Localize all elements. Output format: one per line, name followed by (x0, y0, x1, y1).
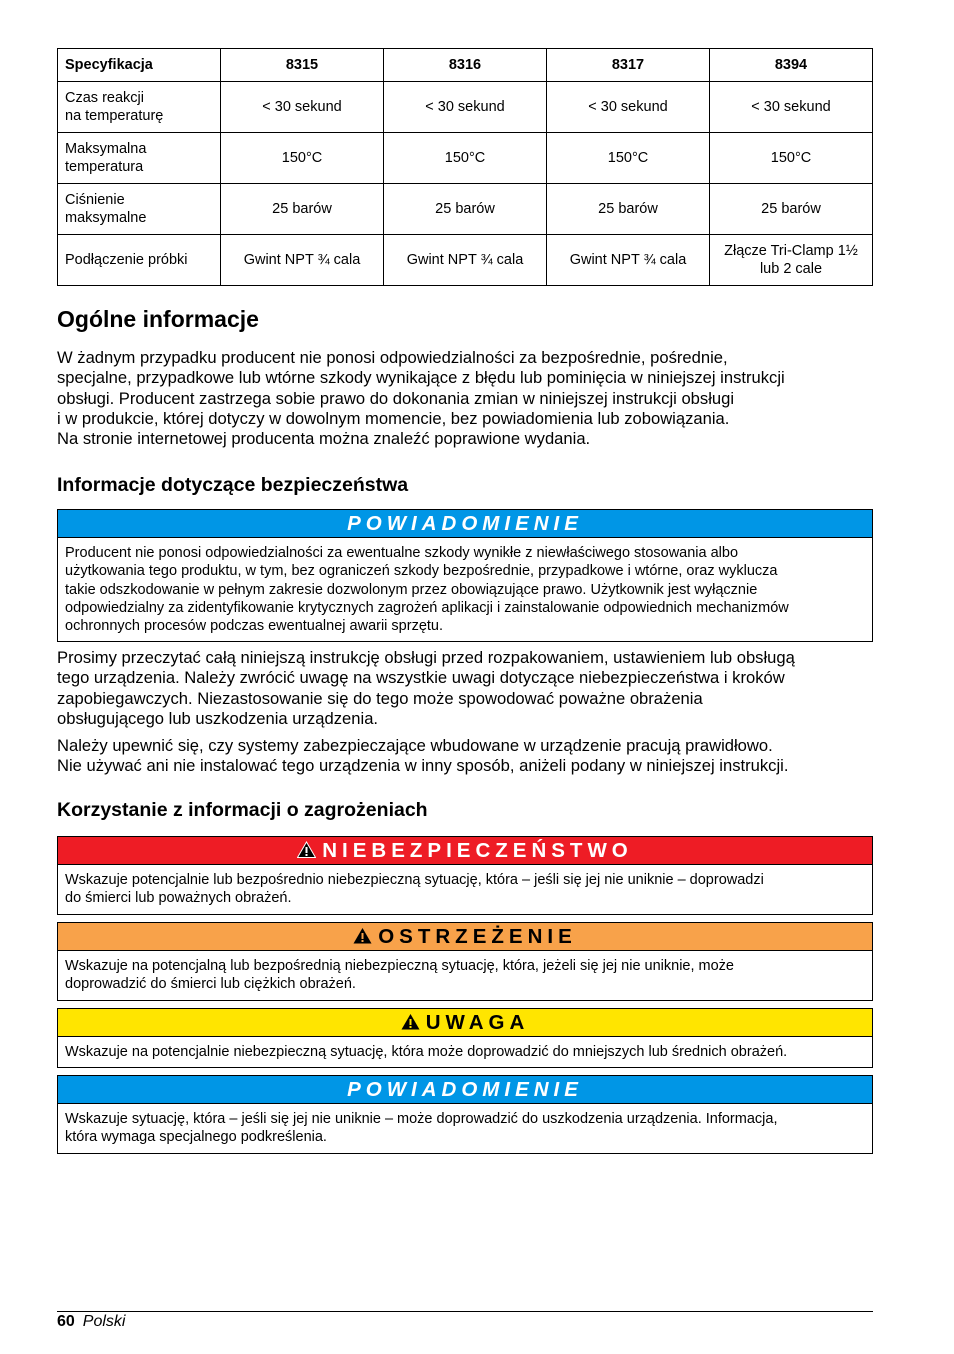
safety-paragraph-2: Należy upewnić się, czy systemy zabezpieczające wbudowane w urządzenie pracują prawidłowo. Nie używać ani nie instalować tego urządzenia w inny sposób, aniżeli podany w niniejszej instrukcji. (57, 736, 789, 776)
danger-header: NIEBEZPIECZEŃSTWO (58, 837, 872, 865)
general-paragraph: W żadnym przypadku producent nie ponosi odpowiedzialności za bezpośrednie, pośrednie, specjalne, przypadkowe lub wtórne szkody wynikające z błędu lub pominięcia w niniejszej instrukcji obsługi. Producent zastrzega sobie prawo do dokonania zmian w niniejszej instrukcji obsługi i w produkcie, której dotyczy w dowolnym momencie, bez powiadomienia lub zobowiązania. Na stronie internetowej producenta można znaleźć poprawione wydania. (57, 348, 785, 449)
section-title-general: Ogólne informacje (57, 306, 259, 332)
table-header-cell: 8394 (710, 49, 873, 82)
table-cell: < 30 sekund (221, 82, 384, 133)
page-footer (57, 1312, 125, 1332)
footer-divider (57, 1311, 873, 1312)
table-header-row (58, 49, 873, 82)
safety-paragraph-1: Prosimy przeczytać całą niniejszą instrukcję obsługi przed rozpakowaniem, ustawieniem lub obsługą tego urządzenia. Należy zwrócić uwagę na wszystkie uwagi dotyczące niebezpieczeństwa i kroków zapobiegawczych. Niezastosowanie się do tego może spowodować poważne obrażenia obsługującego lub uszkodzenia urządzenia. (57, 648, 795, 728)
table-cell: 25 barów (221, 184, 384, 235)
warning-header: OSTRZEŻENIE (58, 923, 872, 951)
notice-header: POWIADOMIENIE (58, 510, 872, 538)
table-cell: < 30 sekund (547, 82, 710, 133)
table-cell: < 30 sekund (384, 82, 547, 133)
warning-triangle-icon (297, 841, 316, 858)
section-title-hazards: Korzystanie z informacji o zagrożeniach (57, 799, 428, 821)
specification-table (57, 48, 873, 286)
table-row (58, 184, 873, 235)
table-row (58, 235, 873, 286)
table-cell: 25 barów (384, 184, 547, 235)
footer-language: Polski (82, 1313, 126, 1330)
table-cell: 25 barów (547, 184, 710, 235)
table-header-cell: Specyfikacja (58, 49, 221, 82)
notice-box-safety (57, 509, 873, 642)
notice-body: Wskazuje sytuację, która – jeśli się jej nie uniknie – może doprowadzić do uszkodzenia urządzenia. Informacja, która wymaga specjalnego podkreślenia. (65, 1111, 778, 1146)
caution-body: Wskazuje na potencjalnie niebezpieczną sytuację, która może doprowadzić do mniejszych lub średnich obrażeń. (65, 1044, 788, 1060)
row-label: Czas reakcji na temperaturę (58, 82, 221, 133)
table-cell: 150°C (547, 133, 710, 184)
table-cell: 150°C (384, 133, 547, 184)
notice-box-hazards (57, 1075, 873, 1154)
table-row (58, 82, 873, 133)
caution-header: UWAGA (58, 1009, 872, 1037)
table-header-cell: 8315 (221, 49, 384, 82)
table-row (58, 133, 873, 184)
warning-body: Wskazuje na potencjalną lub bezpośrednią niebezpieczną sytuację, która, jeżeli się jej nie uniknie, może doprowadzić do śmierci lub ciężkich obrażeń. (65, 958, 734, 993)
table-cell: 150°C (710, 133, 873, 184)
table-header-cell: 8316 (384, 49, 547, 82)
danger-body: Wskazuje potencjalnie lub bezpośrednio niebezpieczną sytuację, która – jeśli się jej nie uniknie – doprowadzi do śmierci lub poważnych obrażeń. (65, 872, 764, 907)
notice-header: POWIADOMIENIE (58, 1076, 872, 1104)
table-cell: Gwint NPT ¾ cala (547, 235, 710, 286)
warning-box (57, 922, 873, 1001)
table-cell: Złącze Tri-Clamp 1½ lub 2 cale (710, 235, 873, 286)
notice-body: Producent nie ponosi odpowiedzialności za ewentualne szkody wynikłe z niewłaściwego stosowania albo użytkowania tego produktu, w tym, bez ograniczeń szkody bezpośrednie, przypadkowe i wtórne, oraz wyklucza takie odszkodowanie w pełnym zakresie dozwolonym przez obowiązujące prawo. Użytkownik jest wyłącznie odpowiedzialny za zidentyfikowanie krytycznych zagrożeń aplikacji i zainstalowanie odpowiednich mechanizmów ochronnych procesów podczas ewentualnej awarii sprzętu. (65, 545, 789, 635)
warning-triangle-icon (401, 1013, 420, 1030)
danger-box (57, 836, 873, 915)
table-cell: Gwint NPT ¾ cala (221, 235, 384, 286)
caution-box (57, 1008, 873, 1068)
section-title-safety: Informacje dotyczące bezpieczeństwa (57, 474, 409, 496)
table-cell: 25 barów (710, 184, 873, 235)
table-cell: 150°C (221, 133, 384, 184)
warning-triangle-icon (353, 927, 372, 944)
table-header-cell: 8317 (547, 49, 710, 82)
row-label: Podłączenie próbki (58, 235, 221, 286)
page-number: 60 (57, 1313, 75, 1330)
table-cell: Gwint NPT ¾ cala (384, 235, 547, 286)
row-label: Ciśnienie maksymalne (58, 184, 221, 235)
row-label: Maksymalna temperatura (58, 133, 221, 184)
table-cell: < 30 sekund (710, 82, 873, 133)
